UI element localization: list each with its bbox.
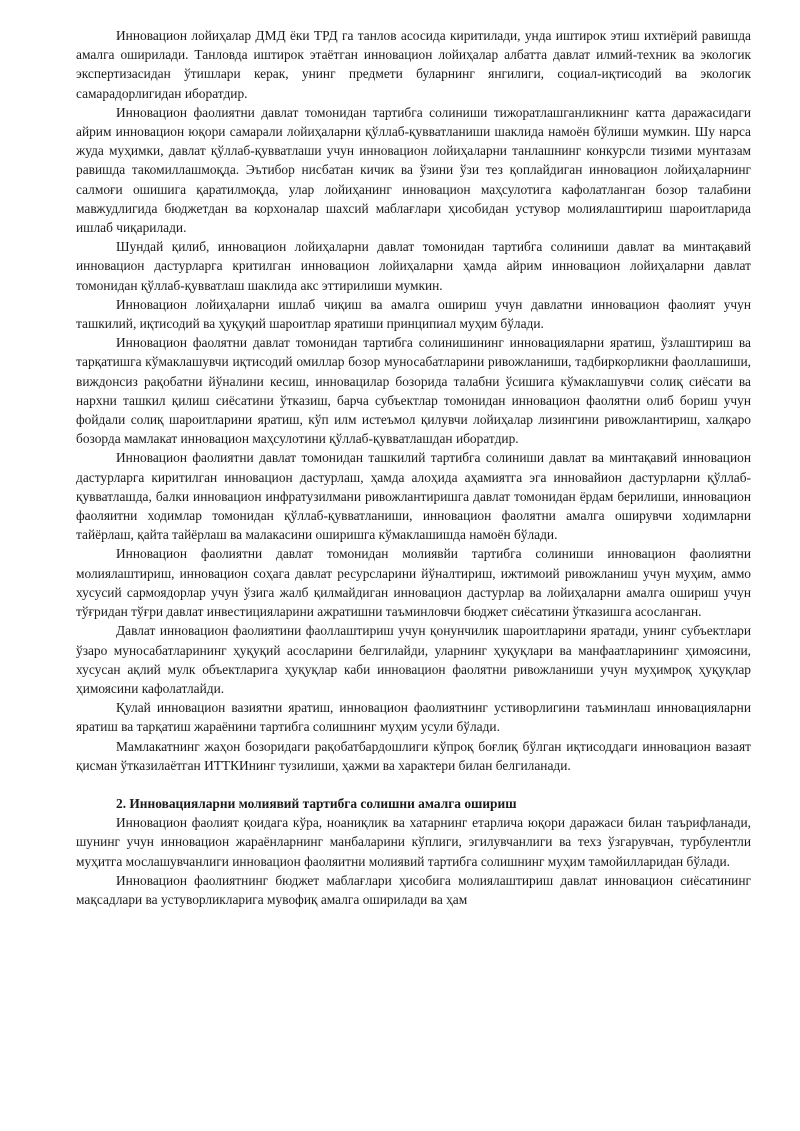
section-heading: 2. Инновацияларни молиявий тартибга солишни амалга ошириш	[116, 795, 517, 811]
paragraph-7: Инновацион фаолиятни давлат томонидан молиявйи тартибга солиниши инновацион фаолиятни молиялаштириш, инновацион соҳага давлат ресурсларини йўналтириш, ижтимоий ривожланиш учун муҳим, аммо хусусий сармоядорлар учун ўзига жалб қилмайдиган инновацион дастурлар ва лойиҳаларни амалга ошириш учун тўғридан тўғри давлат инвестицияларини ажратишни таъминловчи бюджет сиёсатини ўтказишга асосланган.	[76, 546, 751, 620]
paragraph-1: Инновацион лойиҳалар ДМД ёки ТРД га танлов асосида киритилади, унда иштирок этиш ихтиёрий равишда амалга оширилади. Танловда иштирок этаётган инновацион лойиҳалар албатта давлат илмий-техник ва экологик экспертизасидан ўтишлари керак, унинг предмети буларнинг янгилиги, социал-иқтисодий ва экологик самарадорлигидан иборатдир.	[76, 28, 751, 101]
paragraph-5: Инновацион фаолятни давлат томонидан тартибга солинишининг инновацияларни яратиш, ўзлаштириш ва тарқатишга кўмаклашувчи иқтисодий омиллар бозор муносабатларини ривожланиши, тадбиркорликни фаоллашиши, виждонсиз рақобатни йўналини кесиш, инновацилар бозорида талабни ўсишига кўмаклашувчи солиқ сиёсати ва нархни ташкил қилиш сиёсатини ўтказиш, барча субъектлар томонидан инновацион фаолятни олиб бориш учун фойдали солиқ шароитларини яратиш, кўп илм истеъмол қилувчи лойиҳалар лизингини ривожлантириш, халқаро бозорда мамлакат инновацион маҳсулотини қўллаб-қувватлашдан иборатдир.	[76, 335, 751, 447]
paragraph-8: Давлат инновацион фаолиятини фаоллаштириш учун қонунчилик шароитларини яратади, унинг субъектлари ўзаро муносабатларининг ҳуқуқий асосларини белгилайди, уларнинг ҳуқуқлари ва манфаатларининг ҳимоясини, хусусан ақлий мулк объектларига ҳуқуқлар каби инновацион фаолятни ривожланиши учун муҳимроқ ҳуқуқлар ҳимоясини кафолатлайди.	[76, 623, 751, 696]
paragraph-2: Инновацион фаолиятни давлат томонидан тартибга солиниши тижоратлашганликнинг катта даражасидаги айрим инновацион юқори самарали лойиҳаларни қўллаб-қувватланиши шаклида намоён бўлиши мумкин. Шу нарса жуда муҳимки, давлат қўллаб-қувватлаши учун инновацион лойиҳаларни танлашнинг конкурсли тизими мунтазам равишда такомиллашмоқда. Эътибор нисбатан кичик ва ўзини ўзи тез қоплайдиган инновацион лойиҳаларнинг салмоғи ошишига қаратилмоқда, улар лойиҳанинг инновацион маҳсулотига кафолатланган бозор талабини мавжудлигида бюджетдан ва корхоналар шахсий маблағлари ҳисобидан устувор молиялаштириш шароитларида ишлаб чиқарилади.	[76, 104, 751, 236]
paragraph-4: Инновацион лойиҳаларни ишлаб чиқиш ва амалга ошириш учун давлатни инновацион фаолият учун ташкилий, иқтисодий ва ҳуқуқий шароитлар яратиши принципиал муҳим бўлади.	[76, 296, 751, 332]
paragraph-9: Қулай инновацион вазиятни яратиш, инновацион фаолиятнинг устиворлигини таъминлаш инновацияларни яратиш ва тарқатиш жараёнини тартибга солишнинг муҳим усули бўлади.	[76, 700, 751, 735]
paragraph-6: Инновацион фаолиятни давлат томонидан ташкилий тартибга солиниши давлат ва минтақавий инновацион дастурларга киритилган инновацион дастурлаш, ҳамда алоҳида аҳамиятга эга инновайион дастурларни қўллаб-қувватлашда, балки инновацион инфратузилмани ривожлантиришга давлат томонидан ёрдам берилиши, инновацион фаоляитни ходимлар томонидан қўллаб-қувватланиши, инновацион фаолятни амалга оширувчи ходимларни тайёрлаш, қайта тайёрлаш ва малакасини оширишга кўмаклашишда намоён бўлади.	[76, 450, 751, 543]
paragraph-3: Шундай қилиб, инновацион лойиҳаларни давлат томонидан тартибга солиниши давлат ва минтақавий инновацион дастурларга критилган инновацион лойиҳаларни ҳамда айрим инновацион лойиҳаларни давлат томонидан қўллаб-қувватлаш шаклида акс эттирилиши мумкин.	[76, 239, 751, 293]
paragraph-11: Инновацион фаолият қоидага кўра, ноаниқлик ва хатарнинг етарлича юқори даражаси билан таърифланади, шунинг учун инновацион жараёнларнинг манбаларини кўплиги, эгилувчанлиги ва техз ўзгарувчан, турбулентли муҳитга мослашувчанлиги инновацион фаоляитни молиявий тартибга солишнинг муҳим тамойилларидан бўлади.	[76, 815, 751, 869]
paragraph-12: Инновацион фаолиятнинг бюджет маблағлари ҳисобига молиялаштириш давлат инновацион сиёсатининг мақсадлари ва устуворликларига мувофиқ амалга оширилади ва ҳам	[76, 872, 751, 907]
paragraph-10: Мамлакатнинг жаҳон бозоридаги рақобатбардошлиги кўпроқ боғлиқ бўлган иқтисоддаги инновацион вазаят қисман ўтказилаётган ИТТКИнинг тузилиши, ҳажми ва характери билан белгиланади.	[76, 738, 751, 773]
